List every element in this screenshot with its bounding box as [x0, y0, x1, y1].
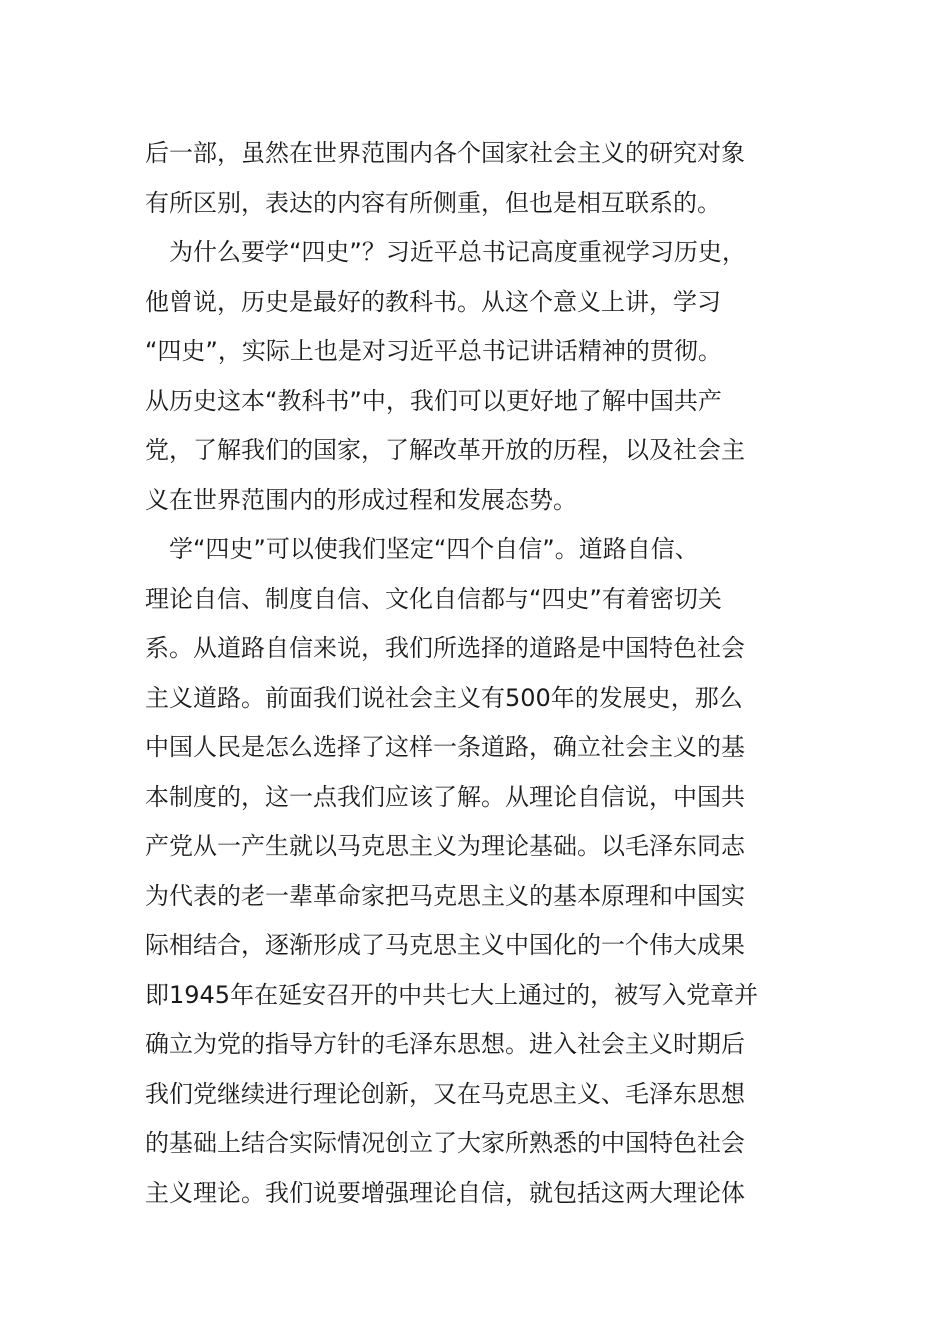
text-line: 党，了解我们的国家，了解改革开放的历程，以及社会主	[145, 436, 745, 464]
text-line: “四史”，实际上也是对习近平总书记讲话精神的贯彻。	[145, 337, 722, 365]
text-line: 主义道路。前面我们说社会主义有500年的发展史，那么	[145, 683, 743, 712]
text-line: 际相结合，逐渐形成了马克思主义中国化的一个伟大成果	[145, 931, 745, 959]
text-line: 系。从道路自信来说，我们所选择的道路是中国特色社会	[145, 634, 745, 662]
text-line: 主义理论。我们说要增强理论自信，就包括这两大理论体	[145, 1178, 745, 1207]
text-line: 的基础上结合实际情况创立了大家所熟悉的中国特色社会	[145, 1129, 745, 1157]
text-line: 即1945年在延安召开的中共七大上通过的，被写入党章并	[145, 980, 759, 1009]
text-line: 产党从一产生就以马克思主义为理论基础。以毛泽东同志	[145, 832, 745, 860]
text-line: 有所区别，表达的内容有所侧重，但也是相互联系的。	[145, 188, 721, 217]
paragraph-first-line: 为什么要学“四史”？习近平总书记高度重视学习历史，	[145, 238, 746, 266]
text-line: 中国人民是怎么选择了这样一条道路，确立社会主义的基	[145, 733, 745, 761]
body-text	[145, 129, 825, 1218]
text-line: 理论自信、制度自信、文化自信都与“四史”有着密切关	[145, 584, 722, 613]
text-line: 我们党继续进行理论创新，又在马克思主义、毛泽东思想	[145, 1079, 745, 1108]
text-line: 为代表的老一辈革命家把马克思主义的基本原理和中国实	[145, 881, 745, 910]
text-line: 他曾说，历史是最好的教科书。从这个意义上讲，学习	[145, 287, 721, 316]
text-line: 确立为党的指导方针的毛泽东思想。进入社会主义时期后	[145, 1030, 745, 1058]
text-line: 义在世界范围内的形成过程和发展态势。	[145, 485, 577, 514]
paragraph-first-line: 学“四史”可以使我们坚定“四个自信”。道路自信、	[145, 535, 699, 563]
text-line: 从历史这本“教科书”中，我们可以更好地了解中国共产	[145, 386, 722, 415]
text-line: 本制度的，这一点我们应该了解。从理论自信说，中国共	[145, 782, 745, 811]
text-line: 后一部，虽然在世界范围内各个国家社会主义的研究对象	[145, 139, 745, 167]
